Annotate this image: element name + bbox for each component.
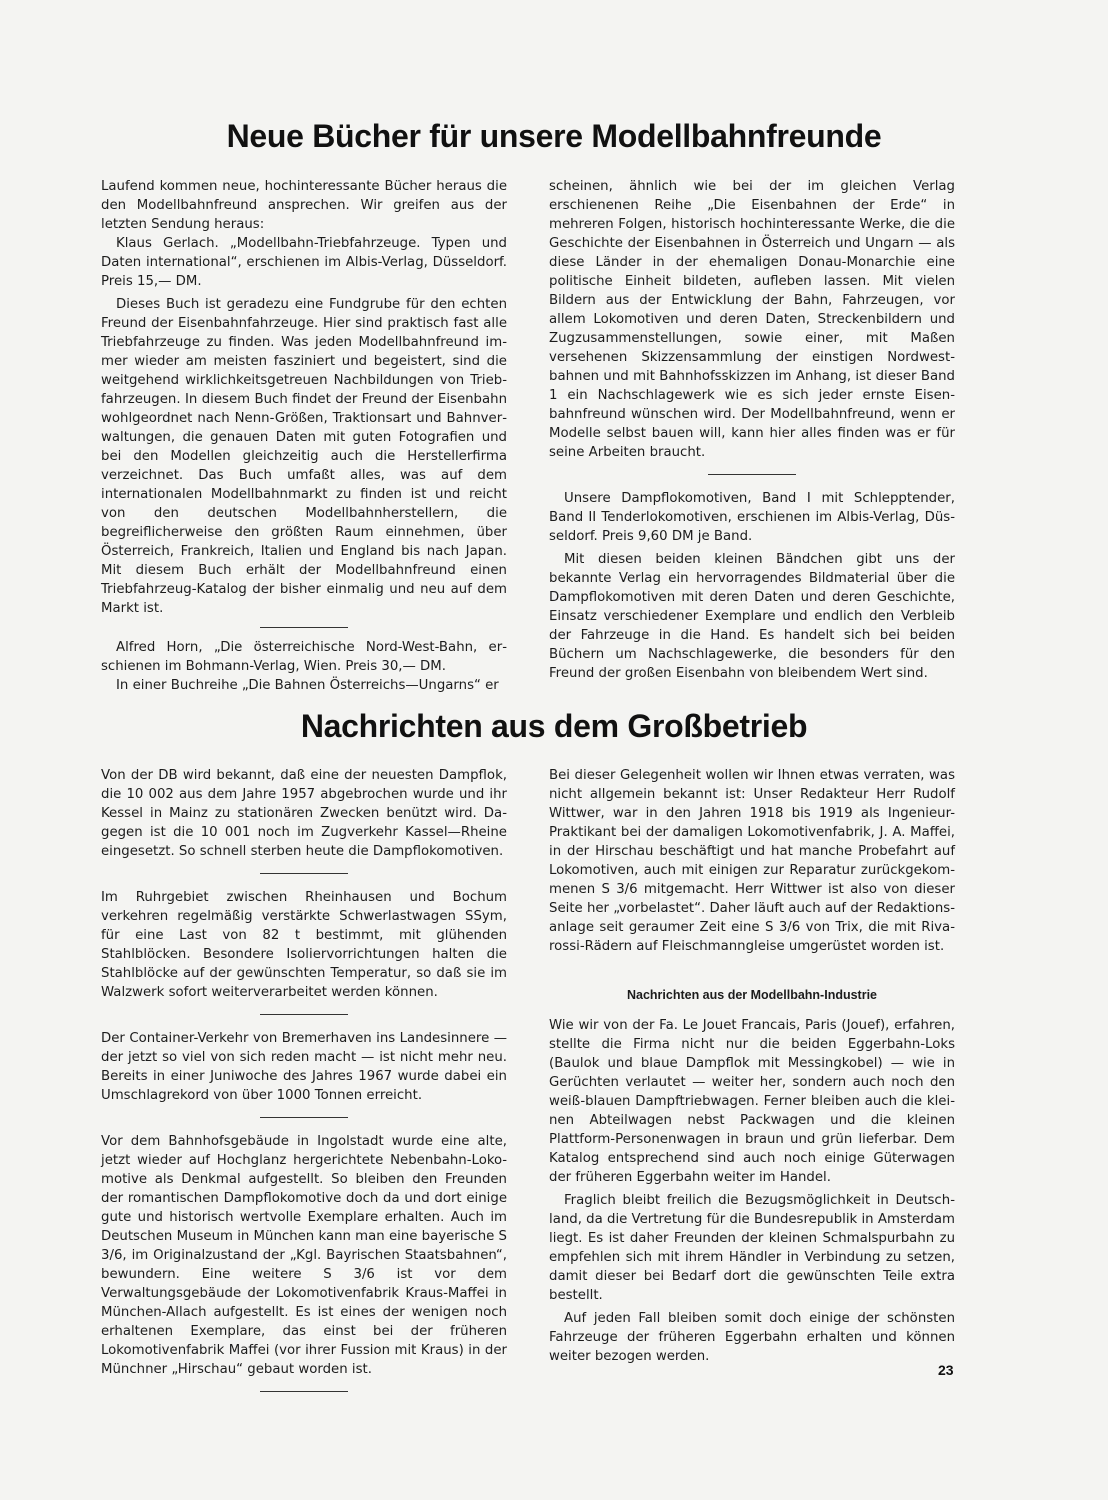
news-item-10002: Von der DB wird bekannt, daß eine der neuesten Dampflok, die 10 002 aus dem Jahre 1957 abgebrochen wurde und ihr Kessel in Mainz zu stationären Zwecken benützt wird. Dagegen ist die 10 001 noch im Zugverkehr Kassel—Rheine eingesetzt. So schnell sterben heute die Dampflokomotiven.	[101, 768, 507, 859]
news-left-column	[101, 766, 507, 1406]
section-title-new-books: Neue Bücher für unsere Modellbahnfreunde	[226, 118, 882, 154]
book-review-gerlach: Dieses Buch ist geradezu eine Fundgrube für den echten Freund der Eisenbahnfahrzeuge. Hier sind praktisch fast alle Triebfahrzeuge zu finden. Was jeden Modellbahnfreund immer wieder am meisten fasziniert und begeistert, sind die weitgehend wirklichkeitsgetreuen Nachbildungen von Triebfahrzeugen. In diesem Buch findet der Freund der Eisenbahn wohlgeordnet nach Nenn-Größen, Traktionsart und Bahnverwaltungen, die genauen Daten mit guten Fotografien und bei den Modellen gleichzeitig auch die Herstellerfirma verzeichnet. Das Buch umfaßt alles, was auf dem internationalen Modellbahnmarkt zu finden ist und reicht von den deutschen Modellbahnherstellern, die begreiflicherweise den größten Raum einnehmen, über Österreich, Frankreich, Italien und England bis nach Japan. Mit diesem Buch erhält der Modellbahnfreund einen Triebfahrzeug-Katalog der bisher einmalig und neu auf dem Markt ist.	[101, 297, 507, 616]
subheading-model-industry: Nachrichten aus der Modellbahn-Industrie	[626, 988, 878, 1002]
books-left-column	[101, 177, 507, 695]
news-item-conclusion: Auf jeden Fall bleiben somit doch einige der schönsten Fahrzeuge der früheren Eggerbahn erhalten und können weiter bezogen werden.	[549, 1311, 955, 1364]
divider	[708, 474, 796, 475]
news-item-ruhrgebiet: Im Ruhrgebiet zwischen Rheinhausen und Bochum verkehren regelmäßig verstärkte Schwerlastwagen SSym, für eine Last von 82 t bestimmt, mit glühenden Stahlblöcken. Besondere Isoliervorrichtungen halten die Stahlblöcke auf der gewünschten Temperatur, so daß sie im Walzwerk sofort weiterverarbeitet werden können.	[101, 890, 507, 1000]
book-entry-dampflokomotiven: Unsere Dampflokomotiven, Band I mit Schlepptender, Band II Tenderlokomotiven, erschienen im Albis-Verlag, Düsseldorf. Preis 9,60 DM je Band.	[549, 491, 955, 544]
section-title-news: Nachrichten aus dem Großbetrieb	[300, 708, 808, 744]
divider	[260, 627, 348, 628]
divider	[260, 1014, 348, 1015]
book-review-horn-continued: scheinen, ähnlich wie bei der im gleichen Verlag erschienenen Reihe „Die Eisenbahnen der Erde“ in mehreren Folgen, historisch hochinteressante Werke, die die Geschichte der Eisenbahnen in Österreich und Ungarn — als diese Länder in der ehemaligen Donau-Monarchie eine politische Einheit bildeten, aufleben lassen. Mit vielen Bildern aus der Entwicklung der Bahn, Fahrzeugen, vor allem Lokomotiven und deren Daten, Streckenbildern und Zugzusammenstellungen, sowie einer, mit Maßen versehenen Skizzensammlung der einstigen Nordwestbahnen und mit Bahnhofsskizzen im Anhang, ist dieser Band 1 ein Nachschlagewerk wie es sich jeder ernste Eisenbahnfreund wünschen wird. Der Modellbahnfreund, wenn er Modelle selbst bauen will, kann hier alles finden was er für seine Arbeiten braucht.	[549, 179, 955, 460]
news-item-jouef: Wie wir von der Fa. Le Jouet Francais, Paris (Jouef), erfahren, stellte die Firma nicht nur die beiden Eggerbahn-Loks (Baulok und blaue Dampflok mit Messingkobel) — wie in Gerüchten verlautet — weiter her, sondern auch noch den weiß-blauen Dampftriebwagen. Ferner bleiben auch die kleinen Abteilwagen nebst Packwagen und die kleinen Plattform-Personenwagen in braun und grün lieferbar. Dem Katalog entsprechend sind auch noch einige Güterwagen der früheren Eggerbahn weiter im Handel.	[549, 1018, 955, 1185]
books-right-column	[549, 177, 955, 683]
book-entry-horn: Alfred Horn, „Die österreichische Nord-West-Bahn, erschienen im Bohmann-Verlag, Wien. Preis 30,— DM.	[101, 640, 507, 674]
news-right-column	[549, 766, 955, 1366]
book-entry-gerlach: Klaus Gerlach. „Modellbahn-Triebfahrzeuge. Typen und Daten international“, erschienen im Albis-Verlag, Düsseldorf. Preis 15,— DM.	[101, 236, 507, 289]
news-item-availability: Fraglich bleibt freilich die Bezugsmöglichkeit in Deutschland, da die Vertretung für die Bundesrepublik in Amsterdam liegt. Es ist daher Freunden der kleinen Schmalspurbahn zu empfehlen sich mit ihrem Händler in Verbindung zu setzen, damit dieser bei Bedarf dort die gewünschten Teile extra bestellt.	[549, 1193, 955, 1303]
news-item-wittwer: Bei dieser Gelegenheit wollen wir Ihnen etwas verraten, was nicht allgemein bekannt ist: Unser Redakteur Herr Rudolf Wittwer, war in den Jahren 1918 bis 1919 als Ingenieur-Praktikant bei der damaligen Lokomotivenfabrik, J. A. Maffei, in der Hirschau beschäftigt und hat manche Probefahrt auf Lokomotiven, auch mit einigen zur Reparatur zurückgekommenen S 3/6 mitgemacht. Herr Wittwer ist also von dieser Seite her „vorbelastet“. Daher läuft auch auf der Redaktionsanlage seit geraumer Zeit eine S 3/6 von Trix, die mit Rivarossi-Rädern auf Fleischmanngleise umgerüstet worden ist.	[549, 768, 955, 954]
news-item-ingolstadt: Vor dem Bahnhofsgebäude in Ingolstadt wurde eine alte, jetzt wieder auf Hochglanz hergerichtete Nebenbahn-Lokomotive als Denkmal aufgestellt. So bleiben den Freunden der romantischen Dampflokomotive doch da und dort einige gute und historisch wertvolle Exemplare erhalten. Auch im Deutschen Museum in München kann man eine bayerische S 3/6, im Originalzustand der „Kgl. Bayrischen Staatsbahnen“, bewundern. Eine weitere S 3/6 ist vor dem Verwaltungsgebäude der Lokomotivenfabrik Kraus-Maffei in München-Allach aufgestellt. Es ist eines der wenigen noch erhaltenen Exemplare, das einst bei der früheren Lokomotivenfabrik Maffei (vor ihrer Fussion mit Kraus) in der Münchner „Hirschau“ gebaut worden ist.	[101, 1134, 507, 1377]
book-review-horn-start: In einer Buchreihe „Die Bahnen Österreichs—Ungarns“ er	[116, 678, 499, 693]
page-number: 23	[938, 1362, 954, 1378]
divider	[260, 1391, 348, 1392]
news-item-container: Der Container-Verkehr von Bremerhaven ins Landesinnere — der jetzt so viel von sich reden macht — ist nicht mehr neu. Bereits in einer Juniwoche des Jahres 1967 wurde dabei ein Umschlagrekord von über 1000 Tonnen erreicht.	[101, 1031, 507, 1103]
book-review-dampflokomotiven: Mit diesen beiden kleinen Bändchen gibt uns der bekannte Verlag ein hervorragendes Bildmaterial über die Dampflokomotiven mit deren Daten und deren Geschichte, Einsatz verschiedener Exemplare und endlich den Verbleib der Fahrzeuge in die Hand. Es handelt sich bei beiden Büchern um Nachschlagewerke, die besonders für den Freund der großen Eisenbahn von bleibendem Wert sind.	[549, 552, 955, 681]
divider	[260, 1117, 348, 1118]
intro-paragraph: Laufend kommen neue, hochinteressante Bücher heraus die den Modellbahnfreund ansprechen. Wir greifen aus der letzten Sendung heraus:	[101, 179, 507, 232]
divider	[260, 873, 348, 874]
